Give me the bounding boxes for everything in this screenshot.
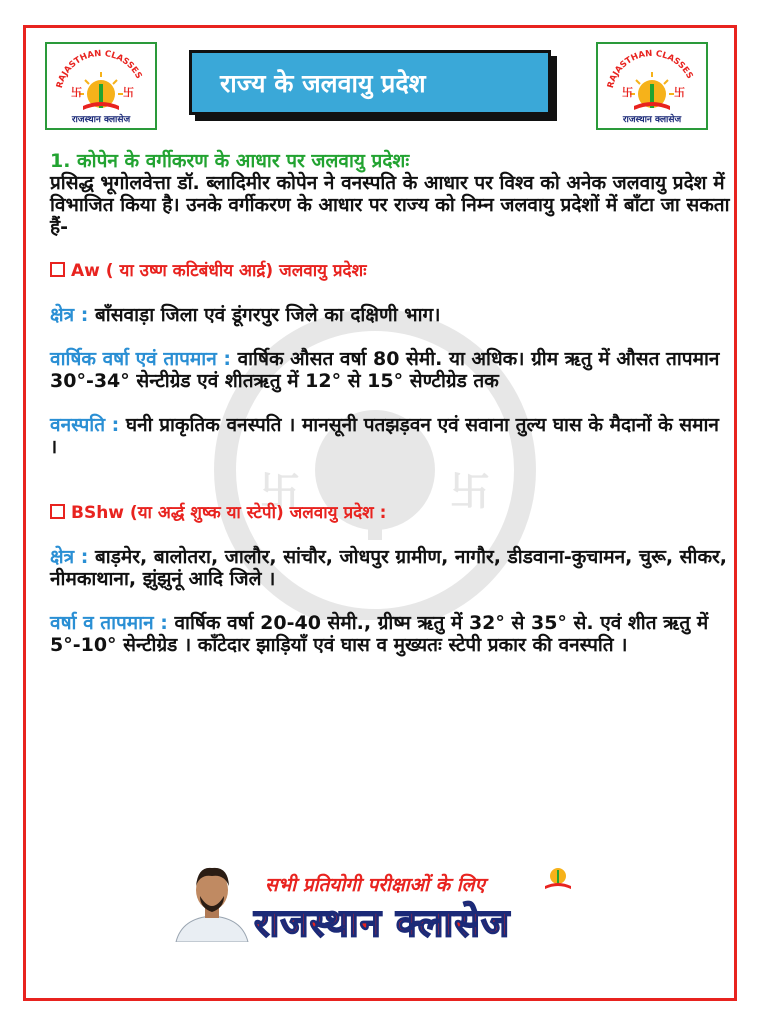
bshw-rain-label: वर्षा व तापमान : [50,612,168,634]
svg-text:卐: 卐 [450,469,490,515]
svg-text:राजस्थान क्लासेज: राजस्थान क्लासेज [622,115,682,125]
aw-heading-row [50,260,730,282]
footer-logo-icon [533,856,583,896]
aw-rain-label: वार्षिक वर्षा एवं तापमान : [50,348,231,370]
svg-text:卐: 卐 [674,86,685,99]
svg-text:卐: 卐 [123,86,134,99]
section-heading-koppen: 1. कोपेन के वर्गीकरण के आधार पर जलवायु प्रदेशः [50,150,410,172]
page-title: राज्य के जलवायु प्रदेश [189,50,551,115]
aw-area-label: क्षेत्र : [50,304,89,326]
section-intro: प्रसिद्ध भूगोलवेत्ता डॉ. ब्लादिमीर कोपेन ने वनस्पति के आधार पर विश्व को अनेक जलवायु प्रदेश में विभाजित किया है। उनके वर्गीकरण के आधार पर राज्य को निम्न जलवायु प्रदेशों में बाँटा जा सकता हैं- [50,172,730,238]
aw-vegetation [50,414,730,458]
aw-area [50,304,730,326]
checkbox-icon [50,504,65,519]
svg-text:RAJASTHAN CLASSES: RAJASTHAN CLASSES [605,48,695,90]
aw-area-text: बाँसवाड़ा जिला एवं डूंगरपुर जिले का दक्षिणी भाग। [88,304,441,326]
checkbox-icon [50,262,65,277]
bshw-area-label: क्षेत्र : [50,546,89,568]
svg-text:卐: 卐 [260,469,300,515]
footer-brand: राजस्थान क्लासेज [254,901,511,945]
bshw-area-text: बाड़मेर, बालोतरा, जालौर, सांचौर, जोधपुर ग्रामीण, नागौर, डीडवाना-कुचामन, चुरू, सीकर, नीमकाथाना, झुंझुनूं आदि जिले । [50,546,728,590]
svg-text:राजस्थान क्लासेज: राजस्थान क्लासेज [71,115,131,125]
bshw-area [50,546,730,590]
footer-tagline: सभी प्रतियोगी परीक्षाओं के लिए [265,874,486,896]
aw-rain-text: वार्षिक औसत वर्षा 80 सेमी. या अधिक। ग्रीम ऋतु में औसत तापमान 30°-34° सेन्टीग्रेड एवं शीतऋतु में 12° से 15° सेण्टीग्रेड तक [50,348,720,392]
svg-text:卐: 卐 [622,86,633,99]
aw-rain [50,348,730,392]
svg-text:RAJASTHAN CLASSES: RAJASTHAN CLASSES [54,48,144,90]
rajasthan-classes-logo-right [596,42,708,130]
aw-heading: Aw ( या उष्ण कटिबंधीय आर्द्र) जलवायु प्रदेशः [71,261,367,281]
main-content [50,150,730,656]
teacher-photo [172,860,252,942]
aw-veg-label: वनस्पति : [50,414,120,436]
bshw-rain-text: वार्षिक वर्षा 20-40 सेमी., ग्रीष्म ऋतु में 32° से 35° से. एवं शीत ऋतु में 5°-10° सेन्टीग्रेड । काँटेदार झाड़ियाँ एवं घास व मुख्यतः स्टेपी प्रकार की वनस्पति । [50,612,709,656]
rajasthan-classes-logo-left [45,42,157,130]
bshw-heading-row [50,502,730,524]
bshw-rain [50,612,730,656]
svg-text:卐: 卐 [71,86,82,99]
aw-veg-text: घनी प्राकृतिक वनस्पति । मानसूनी पतझड़वन एवं सवाना तुल्य घास के मैदानों के समान । [50,414,719,458]
bshw-heading: BShw (या अर्द्ध शुष्क या स्टेपी) जलवायु प्रदेश : [71,503,387,523]
